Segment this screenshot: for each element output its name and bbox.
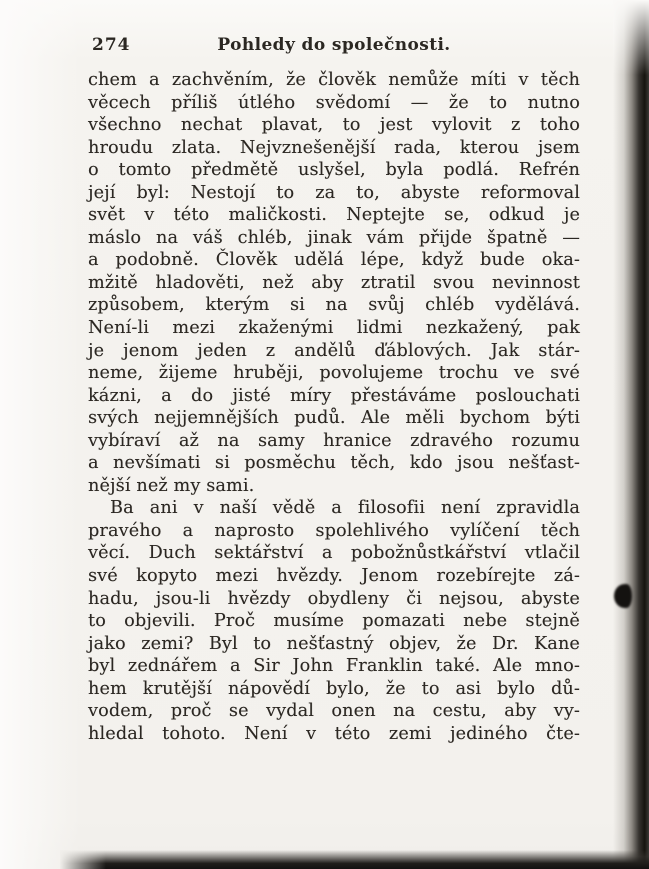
text-line: a nevšímati si posměchu těch, kdo jsou nešťast- [88,453,580,474]
text-line: hroudu zlata. Nejvznešenější rada, kterou jsem [88,137,580,158]
text-line: máslo na váš chléb, jinak vám přijde špatně — [88,227,580,248]
text-line: byl zednářem a Sir John Franklin také. Ale mno- [88,656,580,677]
text-block [88,69,580,745]
page-edge-blemish [614,584,632,608]
running-title: Pohledy do společnosti. [217,35,451,55]
page-number: 274 [92,35,131,55]
text-line: nější než my sami. [88,475,255,496]
text-line: chem a zachvěním, že člověk nemůže míti v těch [88,70,580,90]
text-line: své kopyto mezi hvězdy. Jenom rozebírejte zá- [88,566,580,587]
text-line: všechno nechat plavat, to jest vylovit z toho [88,115,580,136]
text-line: neme, žijeme hruběji, povolujeme trochu ve své [88,363,580,384]
text-line: o tomto předmětě uslyšel, byla podlá. Refrén [88,160,580,181]
text-line: to objevili. Proč musíme pomazati nebe stejně [88,611,580,632]
text-line: pravého a naprosto spolehlivého vylíčení těch [88,520,580,541]
text-line: hledal tohoto. Není v této zemi jediného čte- [88,723,580,744]
text-line: způsobem, kterým si na svůj chléb vydělává. [88,295,580,316]
text-line: a podobně. Člověk udělá lépe, když bude oka- [88,250,580,271]
text-line: věcech příliš útlého svědomí — že to nutno [88,92,580,113]
page-edge-shadow-bottom [60,850,649,869]
text-line: její byl: Nestojí to za to, abyste reformoval [88,182,580,203]
text-line: vodem, proč se vydal onen na cestu, aby vy- [88,701,580,722]
text-line: Ba ani v naší vědě a filosofii není zpravidla [110,498,580,519]
text-line: Není-li mezi zkaženými lidmi nezkažený, pak [88,318,580,339]
page-header [88,34,580,60]
text-line: kázni, a do jisté míry přestáváme poslouchati [88,385,580,406]
text-line: hadu, jsou-li hvězdy obydleny či nejsou, abyste [88,588,580,609]
text-line: hem krutější nápovědí bylo, že to asi bylo dů- [88,678,580,699]
text-line: svět v této maličkosti. Neptejte se, odkud je [88,205,580,226]
page-edge-shadow-right [613,0,649,869]
text-line: svých nejjemnějších pudů. Ale měli bychom býti [88,408,580,429]
text-line: jako zemi? Byl to nešťastný objev, že Dr. Kane [88,633,580,654]
text-line: vybíraví až na samy hranice zdravého rozumu [88,430,580,451]
text-line: je jenom jeden z andělů ďáblových. Jak stár- [88,340,580,361]
text-line: mžitě hladověti, než aby ztratil svou nevinnost [88,272,580,293]
text-line: věcí. Duch sektářství a pobožnůstkářství vtlačil [88,543,580,564]
